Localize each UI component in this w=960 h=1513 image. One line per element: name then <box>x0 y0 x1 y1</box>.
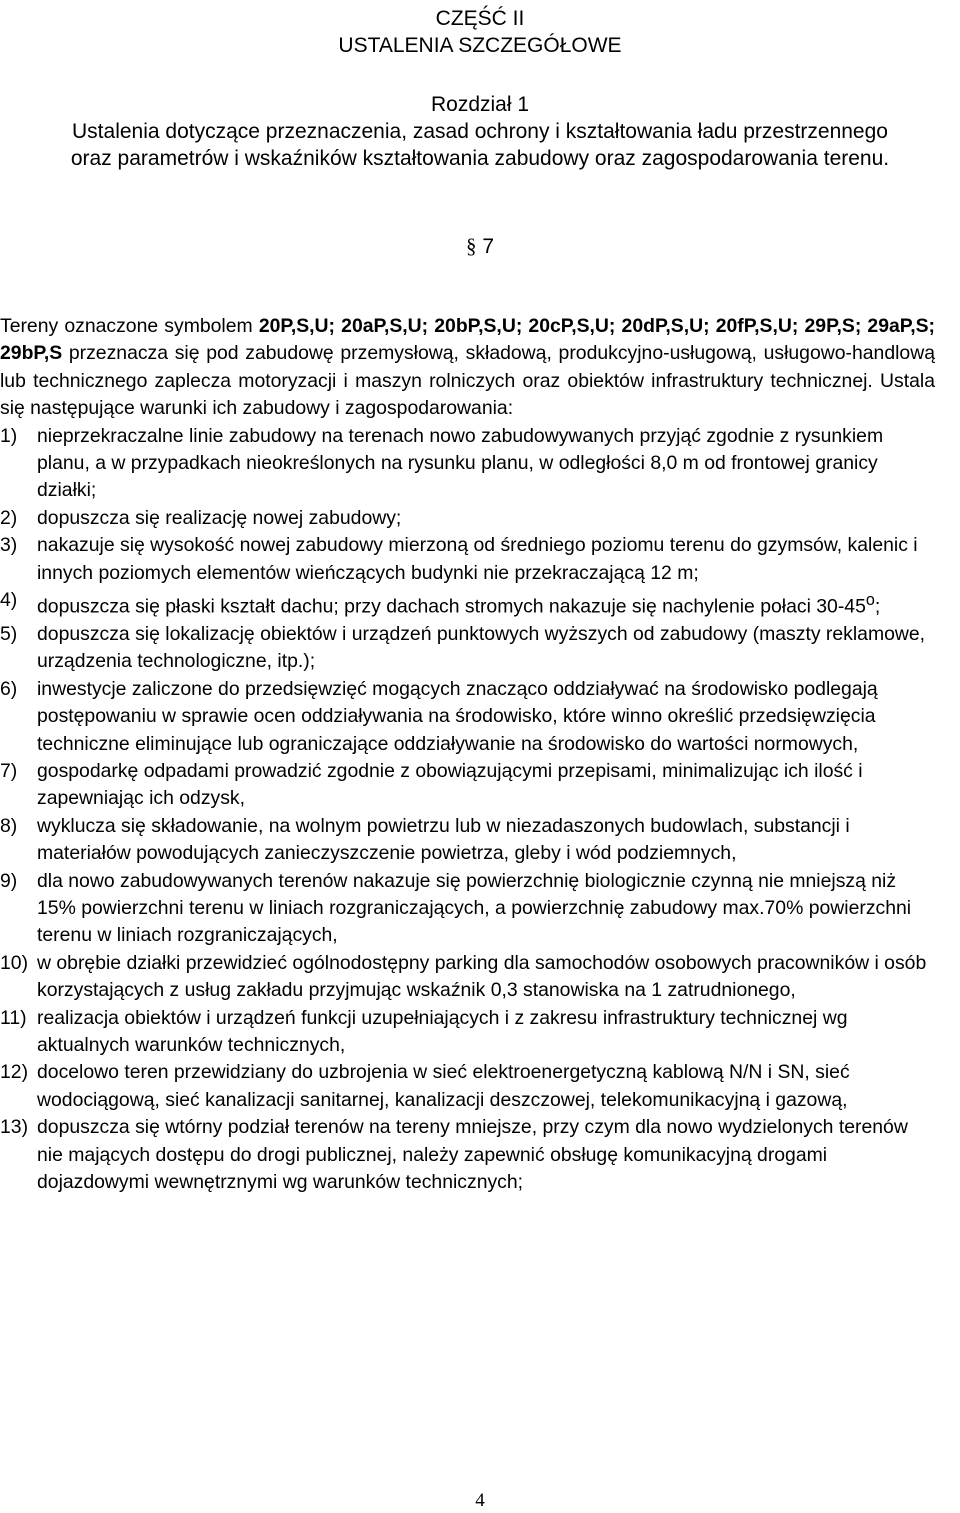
item-number: 8) <box>0 814 18 837</box>
part-title: USTALENIA SZCZEGÓŁOWE <box>338 34 622 57</box>
list-item <box>0 813 935 868</box>
degree-superscript: o <box>865 591 875 610</box>
item-text: wyklucza się składowanie, na wolnym powietrzu lub w niezadaszonych budowlach, substancji i materiałów powodujących zanieczyszczenie powietrza, gleby i wód podziemnych, <box>37 814 850 865</box>
list-item <box>0 676 935 758</box>
list-item <box>0 950 935 1005</box>
item-number: 3) <box>0 534 18 557</box>
item-text: dopuszcza się lokalizację obiektów i urządzeń punktowych wyższych od zabudowy (maszty reklamowe, urządzenia technologiczne, itp.); <box>37 622 926 673</box>
item-text: docelowo teren przewidziany do uzbrojenia w sieć elektroenergetyczną kablową N/N i SN, sieć wodociągową, sieć kanalizacji sanitarnej, kanalizacji deszczowej, telekomunikacyjną i gazową, <box>37 1061 850 1111</box>
item-number: 1) <box>0 424 18 447</box>
item-number: 5) <box>0 622 18 645</box>
section-symbol: § <box>465 234 477 258</box>
list-item <box>0 532 935 587</box>
item-text: dla nowo zabudowywanych terenów nakazuje się powierzchnię biologicznie czynną nie mniejszą niż 15% powierzchni terenu w liniach rozgraniczających, a powierzchnię zabudowy max.70% powierzchni terenu w liniach rozgraniczających, <box>37 869 912 947</box>
item-number: 13) <box>0 1116 29 1139</box>
list-item <box>0 423 935 505</box>
list-item <box>0 868 935 950</box>
chapter-number: Rozdział 1 <box>430 93 530 116</box>
intro-lead: Tereny oznaczone symbolem <box>0 315 259 337</box>
item-text-end: ; <box>874 595 881 618</box>
list-item <box>0 1005 935 1060</box>
item-text: gospodarkę odpadami prowadzić zgodnie z obowiązującymi przepisami, minimalizując ich ilość i zapewniając ich odzysk, <box>37 759 863 810</box>
item-number: 11) <box>0 1006 27 1029</box>
chapter-heading <box>0 91 960 172</box>
item-number: 2) <box>0 506 18 529</box>
item-text: inwestycje zaliczone do przedsięwzięć mogących znacząco oddziaływać na środowisko podlegają postępowaniu w sprawie ocen oddziaływania na środowisko, które winno określić przedsięwzięcia techniczne eliminujące lub ograniczające oddziaływanie na środowisko do wartości normowych, <box>37 677 878 755</box>
list-item <box>0 621 935 676</box>
chapter-title-line-2: oraz parametrów i wskaźników kształtowania zabudowy oraz zagospodarowania terenu. <box>70 147 890 170</box>
item-text: realizacja obiektów i urządzeń funkcji uzupełniających i z zakresu infrastruktury technicznej wg aktualnych warunków technicznych, <box>37 1006 848 1057</box>
item-text: nakazuje się wysokość nowej zabudowy mierzoną od średniego poziomu terenu do gzymsów, kalenic i innych poziomych elementów wieńczących budynki nie przekraczającą 12 m; <box>37 534 918 584</box>
section-heading <box>0 233 960 260</box>
zone-symbols: 20P,S,U; 20aP,S,U; 20bP,S,U; 20cP,S,U; 20dP,S,U; 20fP,S,U; 29P,S; 29aP,S; 29bP,S <box>0 315 935 365</box>
chapter-title-line-1: Ustalenia dotyczące przeznaczenia, zasad ochrony i kształtowania ładu przestrzennego <box>72 120 888 143</box>
list-item <box>0 587 935 621</box>
item-number: 6) <box>0 677 18 700</box>
intro-paragraph <box>0 313 935 423</box>
list-item <box>0 1059 935 1114</box>
list-item <box>0 758 935 813</box>
item-number: 12) <box>0 1061 29 1084</box>
part-number: CZĘŚĆ II <box>435 7 525 30</box>
intro-rest: przeznacza się pod zabudowę przemysłową, składową, produkcyjno-usługową, usługowo-handlową lub technicznego zaplecza motoryzacji i maszyn rolniczych oraz obiektów infrastruktury technicznej. Ustala się następujące warunki ich zabudowy i zagospodarowania: <box>0 342 935 420</box>
item-number: 10) <box>0 951 29 974</box>
item-text: w obrębie działki przewidzieć ogólnodostępny parking dla samochodów osobowych pracowników i osób korzystających z usług zakładu przyjmując wskaźnik 0,3 stanowiska na 1 zatrudnionego, <box>37 951 927 1002</box>
part-heading <box>0 5 960 59</box>
item-number: 4) <box>0 589 18 612</box>
item-text: nieprzekraczalne linie zabudowy na terenach nowo zabudowywanych przyjąć zgodnie z rysunkiem planu, a w przypadkach nieokreślonych na rysunku planu, w odległości 8,0 m od frontowej granicy działki; <box>37 424 884 502</box>
conditions-list <box>0 423 935 1197</box>
item-text: dopuszcza się płaski kształt dachu; przy dachach stromych nakazuje się nachylenie połaci 30-45 <box>37 595 866 618</box>
item-text: dopuszcza się wtórny podział terenów na tereny mniejsze, przy czym dla nowo wydzielonych terenów nie mających dostępu do drogi publicznej, należy zapewnić obsługę komunikacyjną drogami dojazdowymi wewnętrznymi wg warunków technicznych; <box>37 1116 908 1194</box>
page-number: 4 <box>475 1490 485 1511</box>
item-number: 7) <box>0 759 18 782</box>
section-body <box>0 313 935 1196</box>
item-text: dopuszcza się realizację nowej zabudowy; <box>37 506 402 529</box>
item-number: 9) <box>0 869 18 892</box>
list-item <box>0 1114 935 1196</box>
list-item <box>0 505 935 532</box>
section-number: 7 <box>482 235 495 258</box>
